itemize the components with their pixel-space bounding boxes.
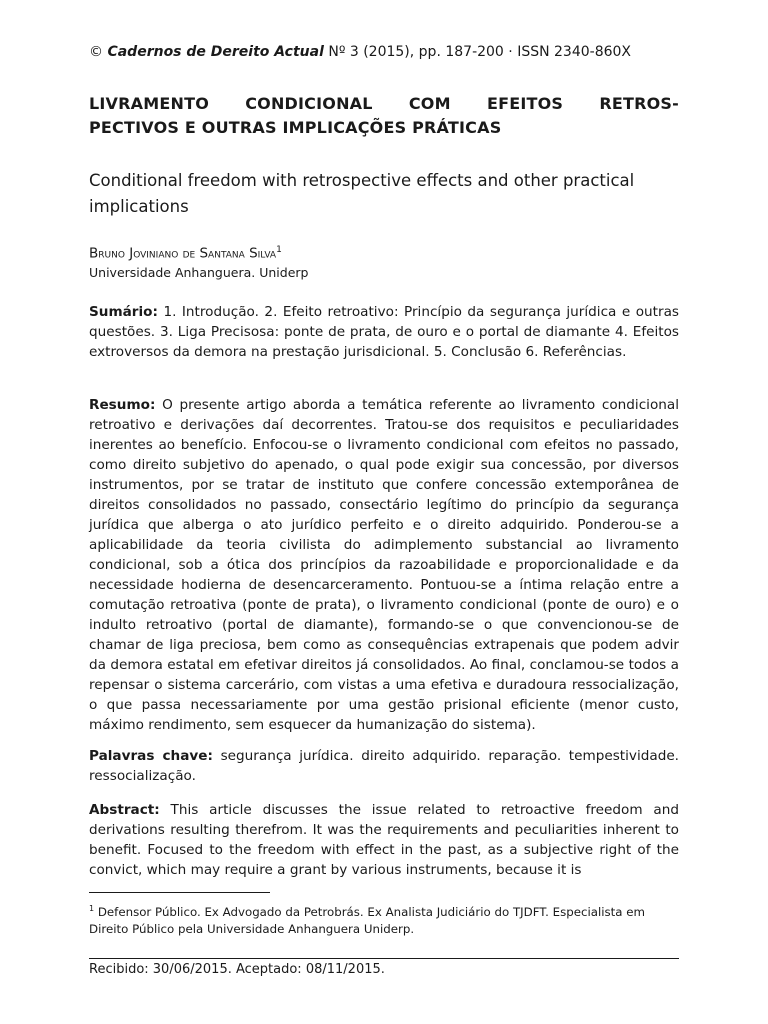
abstract-text: This article discusses the issue related to retroactive freedom and derivations resulting therefrom. It was the requirements and peculiarities inherent to benefit. Focused to the freedom with effect in the past, as a subjective right of the convict, which may require a grant by various instruments, because it is [89,802,679,878]
summary-label: Sumário: [89,304,158,320]
article-title [89,92,679,140]
author-affiliation: Universidade Anhanguera. Uniderp [89,265,309,280]
received-dates: Recibido: 30/06/2015. Aceptado: 08/11/2015. [89,962,385,977]
issue-info: Nº 3 (2015), pp. 187-200 · ISSN 2340-860X [328,44,632,60]
summary-section [89,302,679,362]
footnote-mark: 1 [89,904,95,913]
title-line-2: PECTIVOS E OUTRAS IMPLICAÇÕES PRÁTICAS [89,118,502,137]
author-name [89,245,282,262]
resumo-text: O presente artigo aborda a temática referente ao livramento condicional retroativo e derivações daí decorrentes. Tratou-se dos requisitos e peculiaridades inerentes ao benefício. Enfocou-se o livramento condicional com efeitos no passado, como direito subjetivo do apenado, o qual pode exigir sua concessão, por diversos instrumentos, por se tratar de instituto que confere concessão extemporânea de direitos consolidados no passado, consectário legítimo do princípio da segurança jurídica que alberga o ato jurídico perfeito e o direito adquirido. Ponderou-se a aplicabilidade da teoria civilista do adimplemento substancial ao livramento condicional, sob a ótica dos princípios da razoabilidade e proporcionalidade e da necessidade hodierna de desencarceramento. Pontuou-se a íntima relação entre a comutação retroativa (ponte de prata), o livramento condicional (ponte de ouro) e o indulto retroativo (portal de diamante), formando-se o que convencionou-se de chamar de liga preciosa, bem como as consequências extrapenais que podem advir da demora estatal em efetivar direitos já consolidados. Ao final, conclamou-se todos a repensar o sistema carcerário, com vistas a uma efetiva e duradoura ressocialização, o que passa necessariamente por uma gestão prisional eficiente (menor custo, máximo rendimento, sem esquecer da humanização do sistema). [89,397,679,733]
author-footnote-mark: 1 [276,245,282,255]
keywords-section [89,746,679,786]
title-line-1: LIVRAMENTO CONDICIONAL COM EFEITOS RETROS- [89,94,679,113]
abstract-label: Abstract: [89,802,160,818]
resumo-section [89,395,679,735]
journal-name: Cadernos de Dereito Actual [107,44,324,60]
article-subtitle: Conditional freedom with retrospective effects and other practical implications [89,171,635,216]
copyright-symbol: © [89,44,103,60]
keywords-label: Palavras chave: [89,748,213,764]
resumo-label: Resumo: [89,397,156,413]
footnote [89,900,679,938]
footnote-text: Defensor Público. Ex Advogado da Petrobrás. Ex Analista Judiciário do TJDFT. Especialista em Direito Público pela Universidade Anhanguera Uniderp. [89,904,646,936]
keywords-text: segurança jurídica. direito adquirido. reparação. tempestividade. ressocialização. [89,748,680,784]
abstract-section [89,800,679,880]
footnote-divider [89,892,270,893]
journal-header [89,44,631,60]
page-bottom-divider [89,958,679,959]
author-name-text: Bruno Joviniano de Santana Silva [89,245,277,262]
summary-text: 1. Introdução. 2. Efeito retroativo: Princípio da segurança jurídica e outras questões. 3. Liga Precisosa: ponte de prata, de ouro e o portal de diamante 4. Efeitos extroversos da demora na prestação jurisdicional. 5. Conclusão 6. Referências. [89,304,679,360]
